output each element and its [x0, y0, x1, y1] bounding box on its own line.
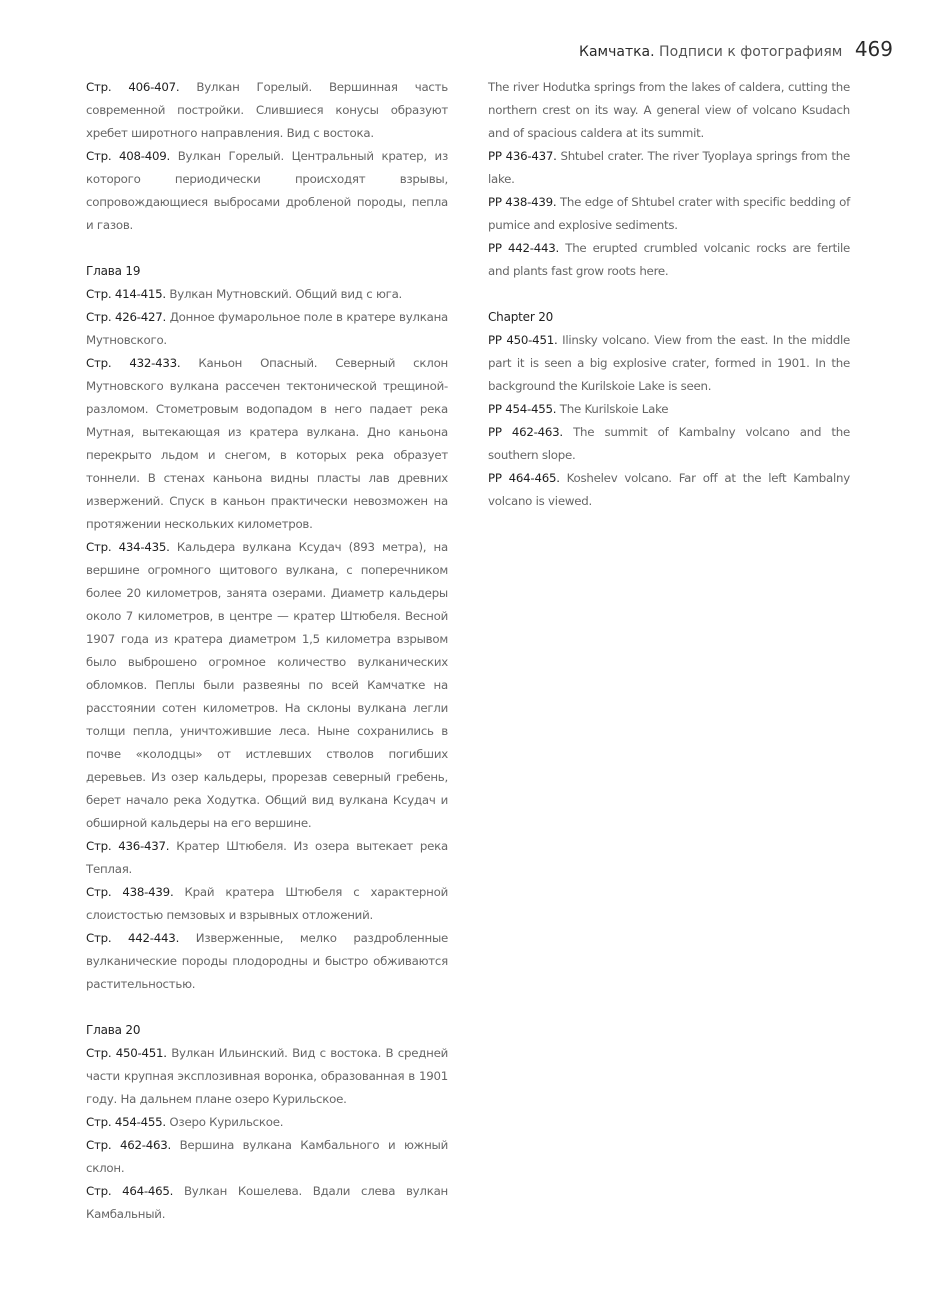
caption-entry [488, 421, 850, 467]
caption-ref: PP 442-443. [488, 241, 559, 255]
caption-ref: Стр. 454-455. [86, 1115, 166, 1129]
caption-text: The river Hodutka springs from the lakes of caldera, cutting the northern crest on its way. A general view of volcano Ksudach and of spacious caldera at its summit. [488, 80, 850, 140]
running-head [579, 37, 893, 64]
running-head-book: Камчатка. [579, 44, 655, 60]
caption-ref: Стр. 462-463. [86, 1138, 171, 1152]
page-number: 469 [854, 37, 893, 61]
caption-text: The edge of Shtubel crater with specific bedding of pumice and explosive sediments. [488, 195, 850, 232]
caption-entry [86, 536, 448, 835]
chapter-heading: Глава 20 [86, 1023, 141, 1037]
caption-ref: PP 464-465. [488, 471, 560, 485]
caption-entry [86, 1111, 448, 1134]
chapter-heading: Глава 19 [86, 264, 141, 278]
caption-text: Вулкан Ильинский. Вид с востока. В средней части крупная эксплозивная воронка, образованная в 1901 году. На дальнем плане озеро Курильское. [86, 1046, 449, 1106]
caption-text: Кратер Штюбеля. Из озера вытекает река Теплая. [86, 839, 449, 876]
caption-entry [86, 835, 448, 881]
caption-ref: PP 450-451. [488, 333, 558, 347]
caption-text: Озеро Курильское. [169, 1115, 284, 1129]
caption-entry [86, 1134, 448, 1180]
caption-entry [488, 145, 850, 191]
caption-entry [86, 881, 448, 927]
caption-ref: Стр. 408-409. [86, 149, 171, 163]
caption-text: The summit of Kambalny volcano and the southern slope. [488, 425, 850, 462]
caption-text: Ilinsky volcano. View from the east. In the middle part it is seen a big explosive crater, formed in 1901. In the background the Kurilskoie Lake is seen. [488, 333, 850, 393]
right-column [488, 76, 850, 513]
caption-ref: PP 436-437. [488, 149, 557, 163]
caption-ref: Стр. 406-407. [86, 80, 180, 94]
caption-text: Каньон Опасный. Северный склон Мутновского вулкана рассечен тектонической трещиной-разломом. Стометровым водопадом в него падает река Мутная, вытекающая из кратера вулкана. Дно каньона перекрыто льдом и снегом, в которых река образует тоннели. В стенах каньона видны пласты лав древних извержений. Спуск в каньон практически невозможен на протяжении нескольких километров. [86, 356, 449, 531]
caption-entry [86, 145, 448, 237]
caption-entry [488, 237, 850, 283]
caption-text: Край кратера Штюбеля с характерной слоистостью пемзовых и взрывных отложений. [86, 885, 449, 922]
caption-text: Вулкан Кошелева. Вдали слева вулкан Камбальный. [86, 1184, 449, 1221]
caption-text: Изверженные, мелко раздробленные вулканические породы плодородны и быстро обживаются растительностью. [86, 931, 449, 991]
caption-entry [488, 191, 850, 237]
caption-text: Shtubel crater. The river Tyoplaya springs from the lake. [488, 149, 850, 186]
caption-ref: PP 438-439. [488, 195, 557, 209]
caption-entry [86, 927, 448, 996]
caption-text: The Kurilskoie Lake [559, 402, 669, 416]
caption-text: The erupted crumbled volcanic rocks are fertile and plants fast grow roots here. [488, 241, 851, 278]
caption-ref: Стр. 436-437. [86, 839, 170, 853]
chapter-heading: Chapter 20 [488, 310, 554, 324]
caption-ref: Стр. 426-427. [86, 310, 167, 324]
caption-text: Донное фумарольное поле в кратере вулкана Мутновского. [86, 310, 449, 347]
caption-text: Кальдера вулкана Ксудач (893 метра), на вершине огромного щитового вулкана, с поперечником более 20 километров, занята озерами. Диаметр кальдеры около 7 километров, в центре — кратер Штюбеля. Весной 1907 года из кратера диаметром 1,5 километра взрывом было выброшено огромное количество вулканических обломков. Пеплы были развеяны по всей Камчатке на расстоянии сотен километров. На склоны вулкана легли толщи пепла, уничтожившие леса. Ныне сохранились в почве «колодцы» от истлевших стволов погибших деревьев. Из озер кальдеры, прорезав северный гребень, берет начало река Ходутка. Общий вид вулкана Ксудач и обширной кальдеры на его вершине. [86, 540, 448, 830]
caption-ref: Стр. 442-443. [86, 931, 180, 945]
caption-ref: Стр. 434-435. [86, 540, 170, 554]
caption-text: Вулкан Горелый. Вершинная часть современной постройки. Слившиеся конусы образуют хребет широтного направления. Вид с востока. [86, 80, 448, 140]
caption-entry [488, 398, 850, 421]
caption-entry [86, 306, 448, 352]
caption-entry [488, 467, 850, 513]
caption-entry [488, 76, 850, 145]
caption-ref: Стр. 464-465. [86, 1184, 174, 1198]
caption-text: Вулкан Мутновский. Общий вид с юга. [169, 287, 403, 301]
caption-ref: Стр. 432-433. [86, 356, 181, 370]
caption-ref: PP 454-455. [488, 402, 557, 416]
running-head-section: Подписи к фотографиям [659, 44, 843, 60]
caption-ref: Стр. 414-415. [86, 287, 166, 301]
caption-entry [86, 352, 448, 536]
caption-text: Koshelev volcano. Far off at the left Kambalny volcano is viewed. [488, 471, 850, 508]
caption-ref: PP 462-463. [488, 425, 563, 439]
caption-entry [86, 1042, 448, 1111]
caption-entry [86, 76, 448, 145]
caption-ref: Стр. 438-439. [86, 885, 174, 899]
caption-text: Вулкан Горелый. Центральный кратер, из которого периодически происходят взрывы, сопровождающиеся выбросами дробленой породы, пепла и газов. [86, 149, 448, 232]
caption-entry [488, 329, 850, 398]
left-column [86, 76, 448, 1226]
caption-entry [86, 283, 448, 306]
caption-text: Вершина вулкана Камбального и южный склон. [86, 1138, 449, 1175]
caption-ref: Стр. 450-451. [86, 1046, 167, 1060]
caption-entry [86, 1180, 448, 1226]
